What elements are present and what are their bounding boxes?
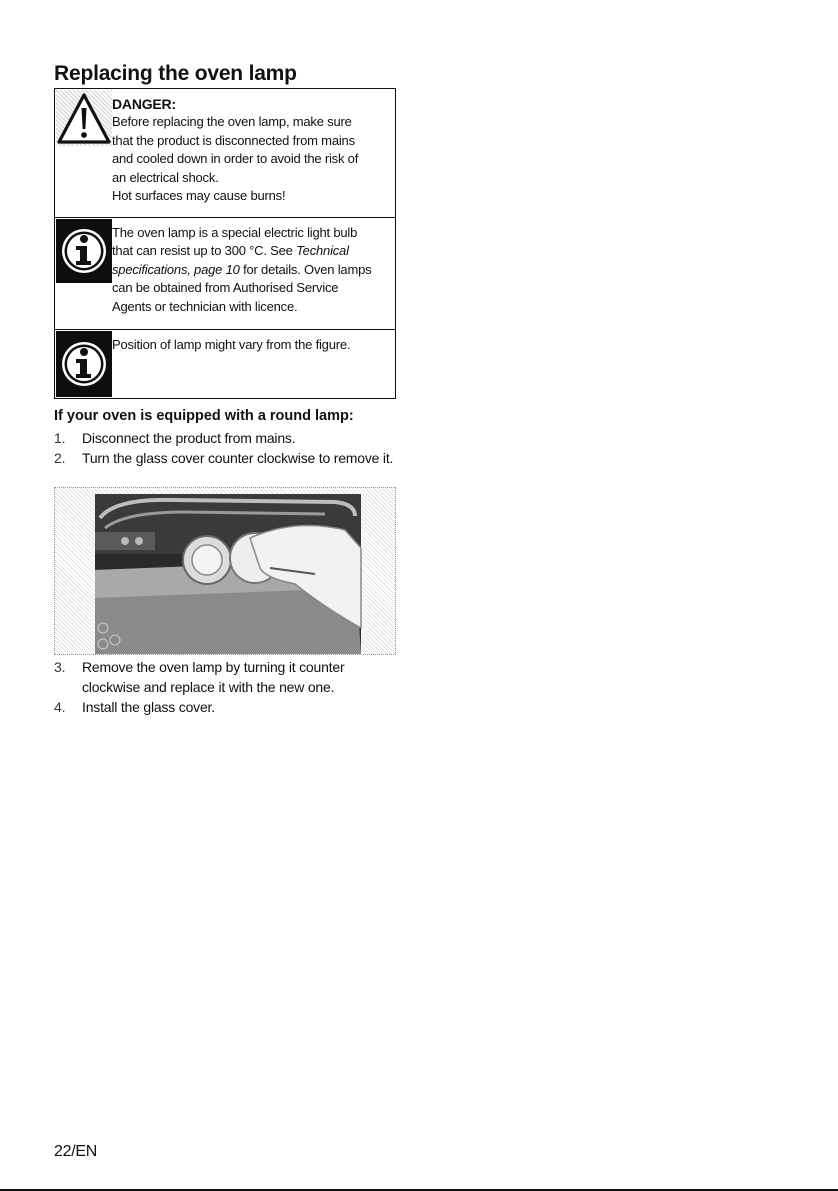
lamp-info-notice — [55, 218, 395, 330]
step-number: 4. — [54, 699, 66, 715]
step-item — [54, 448, 404, 468]
step-number: 3. — [54, 659, 66, 675]
lamp-info-line: The oven lamp is a special electric light bulb — [112, 225, 358, 240]
lamp-position-notice — [55, 330, 395, 399]
technical-specifications-reference: Technical — [296, 243, 349, 259]
oven-lamp-illustration — [54, 487, 396, 655]
lamp-info-line: Agents or technician with licence. — [112, 298, 298, 314]
step-item — [54, 428, 404, 448]
danger-line: Hot surfaces may cause burns! — [112, 188, 286, 204]
page-number: 22/EN — [54, 1143, 97, 1160]
lamp-info-text: for details. Oven lamps — [239, 261, 372, 277]
step-text: Turn the glass cover counter clockwise to remove it. — [82, 450, 394, 466]
warning-triangle-icon — [56, 90, 112, 146]
step-item — [54, 657, 404, 697]
step-number: 2. — [54, 450, 66, 466]
lamp-info-line — [112, 261, 391, 279]
step-text: Remove the oven lamp by turning it counter clockwise and replace it with the new one. — [82, 659, 345, 695]
lamp-info-text: that can resist up to 300 °C. See — [112, 243, 297, 259]
technical-specifications-reference: specifications, page 10 — [112, 261, 240, 277]
danger-label: DANGER: — [112, 96, 176, 112]
step-item — [54, 697, 404, 717]
lamp-info-line — [112, 242, 391, 260]
page-title: Replacing the oven lamp — [54, 62, 297, 85]
danger-line: Before replacing the oven lamp, make sure — [112, 114, 352, 130]
footer-divider — [0, 1189, 838, 1191]
step-text: Install the glass cover. — [82, 699, 215, 715]
danger-line: that the product is disconnected from mains — [112, 132, 355, 148]
info-icon — [56, 219, 112, 283]
lamp-info-line: can be obtained from Authorised Service — [112, 280, 339, 296]
info-icon — [56, 331, 112, 397]
safety-notice-box — [54, 88, 396, 399]
lamp-position-text: Position of lamp might vary from the figure. — [112, 337, 351, 352]
round-lamp-subheading: If your oven is equipped with a round lamp: — [54, 408, 354, 424]
danger-notice — [55, 89, 395, 218]
step-number: 1. — [54, 430, 66, 446]
danger-line: and cooled down in order to avoid the risk of — [112, 151, 359, 167]
steps-list — [54, 657, 404, 717]
steps-list — [54, 428, 404, 468]
danger-line: an electrical shock. — [112, 169, 219, 185]
step-text: Disconnect the product from mains. — [82, 430, 296, 446]
